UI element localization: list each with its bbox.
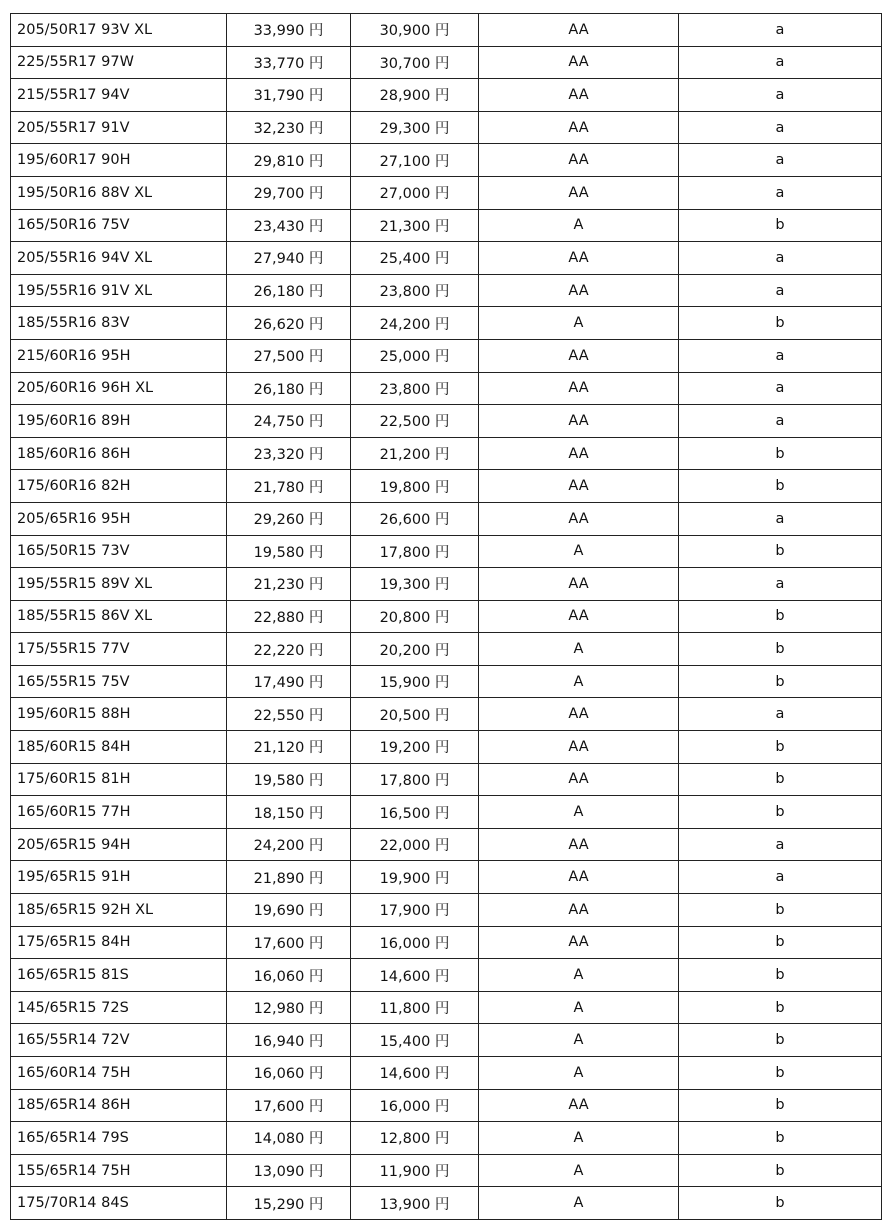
table-row [11, 861, 882, 894]
rolling-resistance-grade-cell: A [479, 991, 679, 1024]
table-row [11, 633, 882, 666]
price-cell: 29,260 円 [227, 502, 351, 535]
tire-size-cell: 225/55R17 97W [11, 46, 227, 79]
rolling-resistance-grade-cell: A [479, 1057, 679, 1090]
wet-grip-grade-cell: b [679, 796, 882, 829]
price-cell: 29,810 円 [227, 144, 351, 177]
wet-grip-grade-cell: a [679, 79, 882, 112]
rolling-resistance-grade-cell: AA [479, 1089, 679, 1122]
rolling-resistance-grade-cell: AA [479, 470, 679, 503]
discount-price-cell: 26,600 円 [351, 502, 479, 535]
price-cell: 17,600 円 [227, 926, 351, 959]
wet-grip-grade-cell: a [679, 176, 882, 209]
rolling-resistance-grade-cell: AA [479, 372, 679, 405]
price-cell: 32,230 円 [227, 111, 351, 144]
table-row [11, 535, 882, 568]
rolling-resistance-grade-cell: AA [479, 828, 679, 861]
discount-price-cell: 29,300 円 [351, 111, 479, 144]
table-row [11, 144, 882, 177]
price-cell: 21,230 円 [227, 568, 351, 601]
discount-price-cell: 27,100 円 [351, 144, 479, 177]
tire-size-cell: 165/65R14 79S [11, 1122, 227, 1155]
tire-size-cell: 165/65R15 81S [11, 959, 227, 992]
rolling-resistance-grade-cell: A [479, 1154, 679, 1187]
rolling-resistance-grade-cell: A [479, 307, 679, 340]
table-row [11, 209, 882, 242]
tire-price-table [10, 13, 882, 1220]
tire-size-cell: 165/50R15 73V [11, 535, 227, 568]
rolling-resistance-grade-cell: AA [479, 763, 679, 796]
discount-price-cell: 20,800 円 [351, 600, 479, 633]
table-row [11, 731, 882, 764]
wet-grip-grade-cell: a [679, 242, 882, 275]
discount-price-cell: 20,500 円 [351, 698, 479, 731]
price-cell: 33,990 円 [227, 14, 351, 47]
table-row [11, 763, 882, 796]
discount-price-cell: 16,500 円 [351, 796, 479, 829]
tire-size-cell: 215/55R17 94V [11, 79, 227, 112]
wet-grip-grade-cell: b [679, 633, 882, 666]
rolling-resistance-grade-cell: AA [479, 894, 679, 927]
table-row [11, 568, 882, 601]
table-row [11, 1057, 882, 1090]
price-cell: 23,430 円 [227, 209, 351, 242]
wet-grip-grade-cell: b [679, 1187, 882, 1220]
tire-size-cell: 185/65R15 92H XL [11, 894, 227, 927]
rolling-resistance-grade-cell: A [479, 1122, 679, 1155]
discount-price-cell: 16,000 円 [351, 926, 479, 959]
tire-size-cell: 165/60R14 75H [11, 1057, 227, 1090]
price-cell: 16,060 円 [227, 959, 351, 992]
price-cell: 23,320 円 [227, 437, 351, 470]
table-row [11, 600, 882, 633]
tire-size-cell: 195/55R16 91V XL [11, 274, 227, 307]
discount-price-cell: 28,900 円 [351, 79, 479, 112]
tire-size-cell: 185/65R14 86H [11, 1089, 227, 1122]
price-cell: 21,120 円 [227, 731, 351, 764]
table-row [11, 698, 882, 731]
rolling-resistance-grade-cell: AA [479, 568, 679, 601]
table-row [11, 665, 882, 698]
price-cell: 17,600 円 [227, 1089, 351, 1122]
wet-grip-grade-cell: b [679, 763, 882, 796]
rolling-resistance-grade-cell: A [479, 796, 679, 829]
tire-size-cell: 165/50R16 75V [11, 209, 227, 242]
price-cell: 26,620 円 [227, 307, 351, 340]
tire-size-cell: 195/60R16 89H [11, 405, 227, 438]
tire-size-cell: 175/65R15 84H [11, 926, 227, 959]
discount-price-cell: 30,900 円 [351, 14, 479, 47]
rolling-resistance-grade-cell: AA [479, 926, 679, 959]
table-row [11, 242, 882, 275]
price-cell: 16,060 円 [227, 1057, 351, 1090]
rolling-resistance-grade-cell: AA [479, 731, 679, 764]
discount-price-cell: 19,900 円 [351, 861, 479, 894]
tire-size-cell: 185/55R15 86V XL [11, 600, 227, 633]
price-cell: 19,690 円 [227, 894, 351, 927]
wet-grip-grade-cell: a [679, 861, 882, 894]
rolling-resistance-grade-cell: AA [479, 600, 679, 633]
table-row [11, 1089, 882, 1122]
price-cell: 15,290 円 [227, 1187, 351, 1220]
discount-price-cell: 19,300 円 [351, 568, 479, 601]
tire-size-cell: 145/65R15 72S [11, 991, 227, 1024]
discount-price-cell: 30,700 円 [351, 46, 479, 79]
rolling-resistance-grade-cell: AA [479, 698, 679, 731]
tire-size-cell: 165/60R15 77H [11, 796, 227, 829]
wet-grip-grade-cell: b [679, 209, 882, 242]
wet-grip-grade-cell: b [679, 1089, 882, 1122]
rolling-resistance-grade-cell: AA [479, 176, 679, 209]
discount-price-cell: 17,900 円 [351, 894, 479, 927]
price-cell: 18,150 円 [227, 796, 351, 829]
wet-grip-grade-cell: a [679, 502, 882, 535]
table-row [11, 111, 882, 144]
rolling-resistance-grade-cell: AA [479, 405, 679, 438]
price-cell: 24,750 円 [227, 405, 351, 438]
price-cell: 27,940 円 [227, 242, 351, 275]
wet-grip-grade-cell: a [679, 568, 882, 601]
table-row [11, 828, 882, 861]
rolling-resistance-grade-cell: A [479, 1187, 679, 1220]
wet-grip-grade-cell: b [679, 991, 882, 1024]
tire-size-cell: 205/55R17 91V [11, 111, 227, 144]
wet-grip-grade-cell: a [679, 372, 882, 405]
table-row [11, 437, 882, 470]
tire-size-cell: 205/65R15 94H [11, 828, 227, 861]
table-row [11, 372, 882, 405]
tire-size-cell: 165/55R14 72V [11, 1024, 227, 1057]
price-cell: 22,220 円 [227, 633, 351, 666]
price-cell: 24,200 円 [227, 828, 351, 861]
wet-grip-grade-cell: a [679, 405, 882, 438]
discount-price-cell: 21,300 円 [351, 209, 479, 242]
rolling-resistance-grade-cell: AA [479, 502, 679, 535]
wet-grip-grade-cell: a [679, 111, 882, 144]
price-cell: 26,180 円 [227, 372, 351, 405]
rolling-resistance-grade-cell: A [479, 959, 679, 992]
discount-price-cell: 11,800 円 [351, 991, 479, 1024]
price-cell: 13,090 円 [227, 1154, 351, 1187]
discount-price-cell: 15,400 円 [351, 1024, 479, 1057]
wet-grip-grade-cell: b [679, 959, 882, 992]
wet-grip-grade-cell: b [679, 600, 882, 633]
discount-price-cell: 24,200 円 [351, 307, 479, 340]
table-row [11, 46, 882, 79]
discount-price-cell: 12,800 円 [351, 1122, 479, 1155]
table-row [11, 959, 882, 992]
rolling-resistance-grade-cell: AA [479, 79, 679, 112]
discount-price-cell: 17,800 円 [351, 763, 479, 796]
wet-grip-grade-cell: b [679, 535, 882, 568]
rolling-resistance-grade-cell: AA [479, 14, 679, 47]
table-row [11, 926, 882, 959]
discount-price-cell: 19,200 円 [351, 731, 479, 764]
table-row [11, 991, 882, 1024]
tire-size-cell: 185/60R15 84H [11, 731, 227, 764]
tire-size-cell: 175/55R15 77V [11, 633, 227, 666]
table-row [11, 1122, 882, 1155]
price-cell: 21,890 円 [227, 861, 351, 894]
tire-size-cell: 215/60R16 95H [11, 339, 227, 372]
table-row [11, 79, 882, 112]
tire-size-cell: 205/65R16 95H [11, 502, 227, 535]
wet-grip-grade-cell: b [679, 665, 882, 698]
discount-price-cell: 27,000 円 [351, 176, 479, 209]
tire-size-cell: 175/60R16 82H [11, 470, 227, 503]
price-cell: 12,980 円 [227, 991, 351, 1024]
wet-grip-grade-cell: b [679, 1154, 882, 1187]
wet-grip-grade-cell: b [679, 1057, 882, 1090]
tire-size-cell: 205/50R17 93V XL [11, 14, 227, 47]
table-row [11, 274, 882, 307]
rolling-resistance-grade-cell: AA [479, 339, 679, 372]
tire-size-cell: 175/70R14 84S [11, 1187, 227, 1220]
rolling-resistance-grade-cell: AA [479, 274, 679, 307]
wet-grip-grade-cell: b [679, 307, 882, 340]
discount-price-cell: 19,800 円 [351, 470, 479, 503]
discount-price-cell: 20,200 円 [351, 633, 479, 666]
rolling-resistance-grade-cell: AA [479, 111, 679, 144]
table-row [11, 176, 882, 209]
table-body [11, 14, 882, 1220]
discount-price-cell: 15,900 円 [351, 665, 479, 698]
rolling-resistance-grade-cell: AA [479, 144, 679, 177]
tire-size-cell: 195/60R15 88H [11, 698, 227, 731]
rolling-resistance-grade-cell: A [479, 535, 679, 568]
wet-grip-grade-cell: a [679, 14, 882, 47]
table-row [11, 339, 882, 372]
discount-price-cell: 14,600 円 [351, 959, 479, 992]
rolling-resistance-grade-cell: A [479, 209, 679, 242]
table-row [11, 14, 882, 47]
price-cell: 22,550 円 [227, 698, 351, 731]
table-row [11, 1024, 882, 1057]
discount-price-cell: 13,900 円 [351, 1187, 479, 1220]
wet-grip-grade-cell: a [679, 274, 882, 307]
price-cell: 17,490 円 [227, 665, 351, 698]
tire-size-cell: 195/60R17 90H [11, 144, 227, 177]
discount-price-cell: 22,000 円 [351, 828, 479, 861]
table-row [11, 405, 882, 438]
tire-size-cell: 205/60R16 96H XL [11, 372, 227, 405]
price-cell: 19,580 円 [227, 535, 351, 568]
rolling-resistance-grade-cell: AA [479, 46, 679, 79]
table-row [11, 307, 882, 340]
wet-grip-grade-cell: a [679, 698, 882, 731]
table-row [11, 1154, 882, 1187]
wet-grip-grade-cell: b [679, 1024, 882, 1057]
rolling-resistance-grade-cell: A [479, 1024, 679, 1057]
tire-size-cell: 195/55R15 89V XL [11, 568, 227, 601]
wet-grip-grade-cell: b [679, 731, 882, 764]
discount-price-cell: 25,000 円 [351, 339, 479, 372]
discount-price-cell: 11,900 円 [351, 1154, 479, 1187]
rolling-resistance-grade-cell: AA [479, 242, 679, 275]
discount-price-cell: 21,200 円 [351, 437, 479, 470]
tire-size-cell: 205/55R16 94V XL [11, 242, 227, 275]
tire-size-cell: 195/65R15 91H [11, 861, 227, 894]
discount-price-cell: 16,000 円 [351, 1089, 479, 1122]
tire-size-cell: 175/60R15 81H [11, 763, 227, 796]
tire-price-table-container [10, 13, 881, 1220]
rolling-resistance-grade-cell: AA [479, 861, 679, 894]
table-row [11, 796, 882, 829]
discount-price-cell: 25,400 円 [351, 242, 479, 275]
table-row [11, 502, 882, 535]
rolling-resistance-grade-cell: A [479, 665, 679, 698]
price-cell: 22,880 円 [227, 600, 351, 633]
discount-price-cell: 14,600 円 [351, 1057, 479, 1090]
price-cell: 26,180 円 [227, 274, 351, 307]
wet-grip-grade-cell: b [679, 437, 882, 470]
wet-grip-grade-cell: b [679, 1122, 882, 1155]
rolling-resistance-grade-cell: AA [479, 437, 679, 470]
table-row [11, 894, 882, 927]
wet-grip-grade-cell: b [679, 894, 882, 927]
price-cell: 16,940 円 [227, 1024, 351, 1057]
tire-size-cell: 185/55R16 83V [11, 307, 227, 340]
price-cell: 29,700 円 [227, 176, 351, 209]
wet-grip-grade-cell: a [679, 144, 882, 177]
tire-size-cell: 185/60R16 86H [11, 437, 227, 470]
discount-price-cell: 23,800 円 [351, 274, 479, 307]
tire-size-cell: 165/55R15 75V [11, 665, 227, 698]
price-cell: 19,580 円 [227, 763, 351, 796]
price-cell: 21,780 円 [227, 470, 351, 503]
wet-grip-grade-cell: a [679, 828, 882, 861]
discount-price-cell: 22,500 円 [351, 405, 479, 438]
price-cell: 33,770 円 [227, 46, 351, 79]
price-cell: 27,500 円 [227, 339, 351, 372]
wet-grip-grade-cell: b [679, 470, 882, 503]
discount-price-cell: 17,800 円 [351, 535, 479, 568]
discount-price-cell: 23,800 円 [351, 372, 479, 405]
wet-grip-grade-cell: b [679, 926, 882, 959]
table-row [11, 1187, 882, 1220]
tire-size-cell: 195/50R16 88V XL [11, 176, 227, 209]
wet-grip-grade-cell: a [679, 339, 882, 372]
tire-size-cell: 155/65R14 75H [11, 1154, 227, 1187]
table-row [11, 470, 882, 503]
wet-grip-grade-cell: a [679, 46, 882, 79]
price-cell: 31,790 円 [227, 79, 351, 112]
rolling-resistance-grade-cell: A [479, 633, 679, 666]
price-cell: 14,080 円 [227, 1122, 351, 1155]
